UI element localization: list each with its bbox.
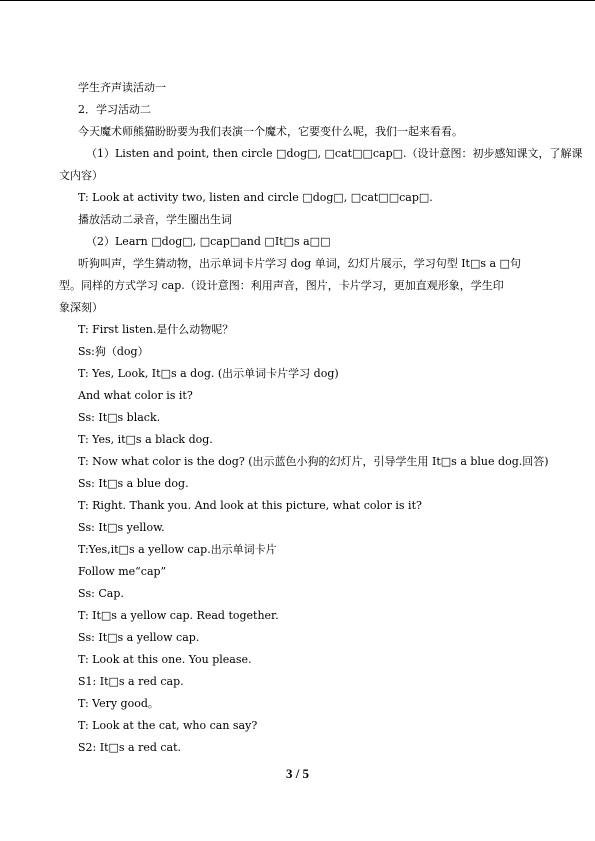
text-line: T: Look at the cat, who can say? bbox=[78, 719, 258, 732]
text-line: T: Look at this one. You please. bbox=[78, 653, 252, 666]
text-line: T: Now what color is the dog? (出示蓝色小狗的幻灯片，引导学生用 It□s a blue dog.回答) bbox=[78, 455, 549, 468]
page-number: 3 / 5 bbox=[285, 766, 310, 781]
text-line: Ss: It□s a blue dog. bbox=[78, 477, 189, 490]
text-line: Ss: Cap. bbox=[78, 587, 124, 600]
text-line: 学生齐声读活动一 bbox=[78, 81, 166, 94]
section-heading: 2．学习活动二 bbox=[78, 103, 151, 116]
text-line: Ss:狗（dog） bbox=[78, 345, 149, 358]
text-line: 今天魔术师熊猫盼盼要为我们表演一个魔术，它要变什么呢，我们一起来看看。 bbox=[78, 125, 463, 138]
text-line: （1）Listen and point, then circle □dog□, □cat□□cap□.（设计意图：初步感知课文，了解课 bbox=[86, 147, 583, 160]
text-line: 象深刻） bbox=[59, 301, 103, 314]
document-body bbox=[59, 77, 583, 759]
text-line: S2: It□s a red cat. bbox=[78, 741, 182, 754]
top-rule bbox=[0, 0, 595, 1]
text-line: And what color is it? bbox=[78, 389, 193, 402]
text-line: T: Look at activity two, listen and circle □dog□, □cat□□cap□. bbox=[78, 191, 433, 204]
text-line: Ss: It□s black. bbox=[78, 411, 161, 424]
text-line: T: Very good。 bbox=[78, 697, 159, 710]
text-line: T: Yes, Look, It□s a dog. (出示单词卡片学习 dog) bbox=[78, 367, 339, 380]
text-line: Ss: It□s yellow. bbox=[78, 521, 165, 534]
text-line: T: Right. Thank you. And look at this picture, what color is it? bbox=[78, 499, 422, 512]
text-line: （2）Learn □dog□, □cap□and □It□s a□□ bbox=[86, 235, 331, 248]
text-line: Follow me“cap” bbox=[78, 565, 167, 578]
text-line: T:Yes,it□s a yellow cap.出示单词卡片 bbox=[78, 543, 277, 556]
text-line: T: Yes, it□s a black dog. bbox=[78, 433, 213, 446]
text-line: 型。同样的方式学习 cap.（设计意图：利用声音，图片，卡片学习，更加直观形象，学生印 bbox=[59, 279, 504, 292]
text-line: 听狗叫声，学生猜动物，出示单词卡片学习 dog 单词，幻灯片展示，学习句型 It□s a □句 bbox=[78, 257, 521, 270]
text-line: T: First listen.是什么动物呢？ bbox=[78, 323, 234, 336]
text-line: 播放活动二录音，学生圈出生词 bbox=[78, 213, 232, 226]
text-line: Ss: It□s a yellow cap. bbox=[78, 631, 200, 644]
text-line: 文内容） bbox=[59, 169, 103, 182]
text-line: S1: It□s a red cap. bbox=[78, 675, 184, 688]
text-line: T: It□s a yellow cap. Read together. bbox=[78, 609, 279, 622]
